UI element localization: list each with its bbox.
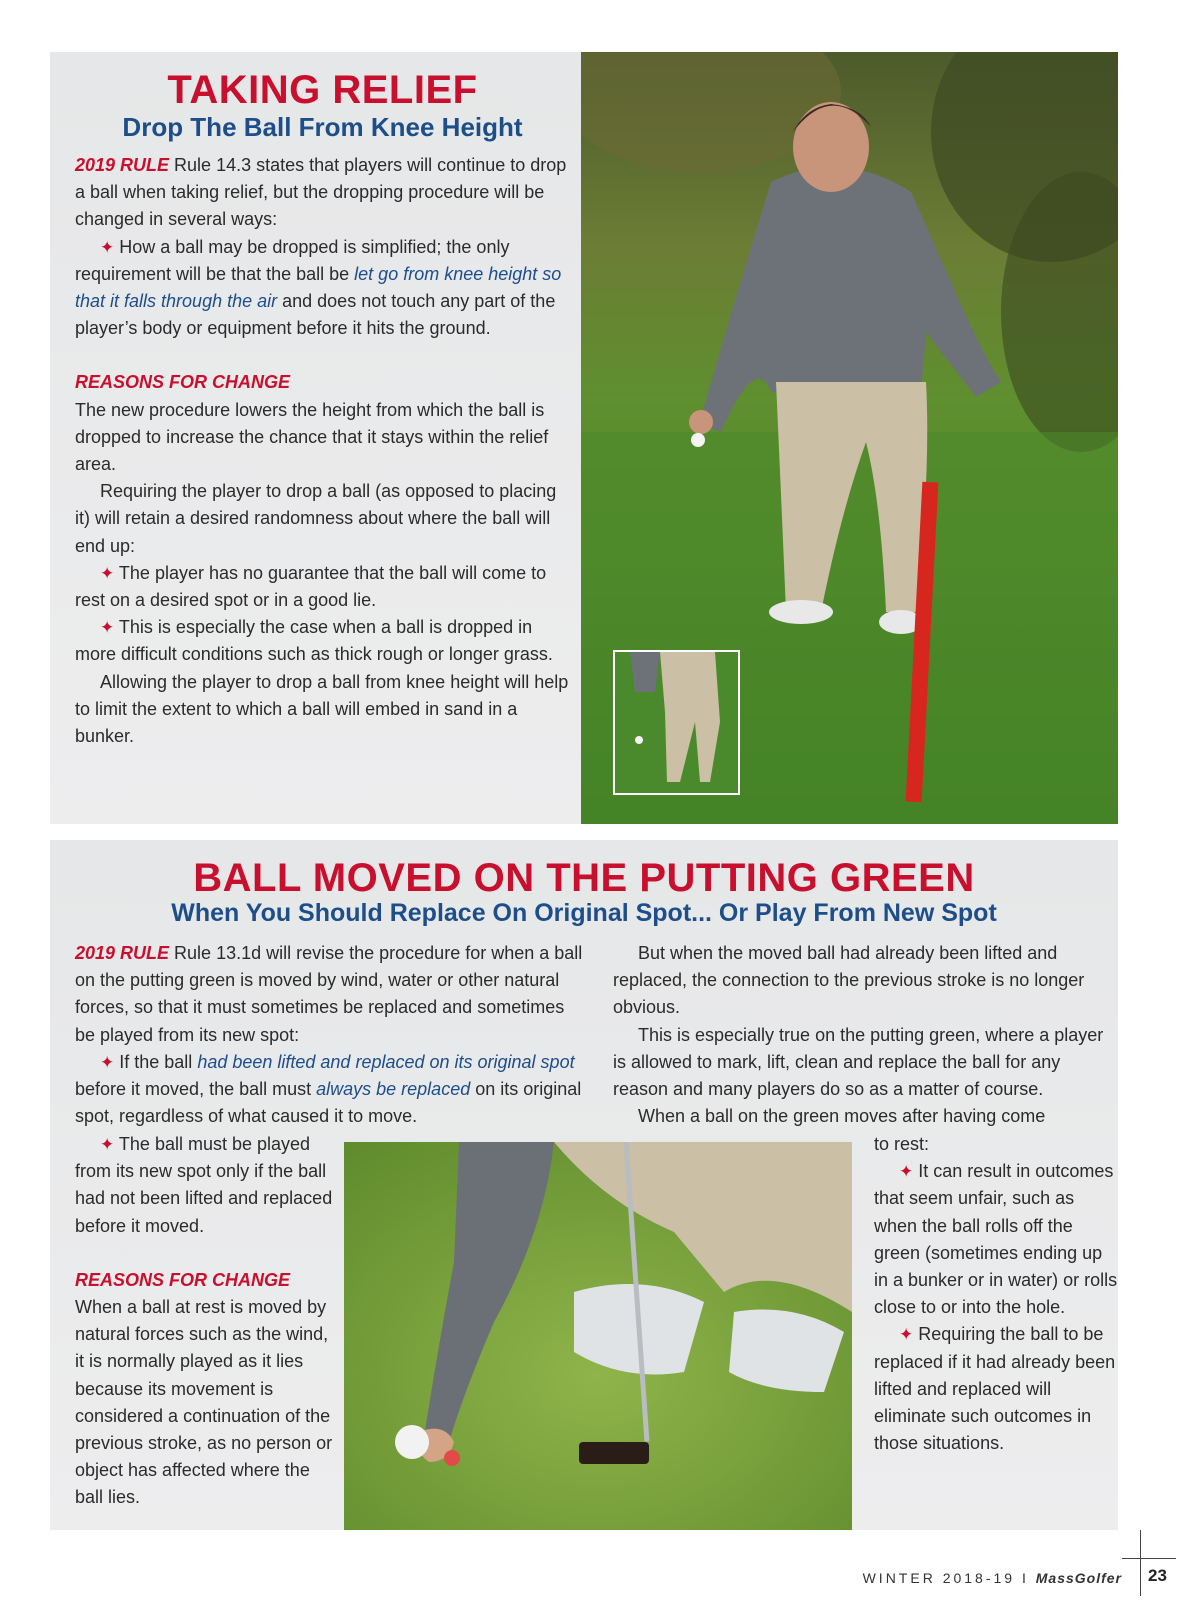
inset-photo: [613, 650, 740, 795]
rule-label: 2019 RULE: [75, 155, 170, 175]
section2-left-column: [75, 1131, 335, 1512]
star-bullet-icon: ✦: [100, 237, 115, 257]
section2-rule-paragraph: 2019 RULE Rule 13.1d will revise the procedure for when a ball on the putting green is moved by wind, water or other natural forces, so that it must sometimes be replaced and sometimes be played from its new spot:: [75, 943, 583, 1045]
section2-right-column: [874, 1131, 1118, 1457]
star-bullet-icon: ✦: [100, 1135, 115, 1154]
marking-ball-putting-green-photo: [344, 1142, 852, 1530]
bullet-paragraph: ✦ The ball must be played from its new spot only if the ball had not been lifted and replaced before it moved.: [75, 1134, 333, 1236]
photo-illustration: [344, 1142, 852, 1530]
body-paragraph: to rest:: [874, 1134, 930, 1154]
body-paragraph: When a ball on the green moves after having come: [638, 1106, 1046, 1127]
bullet-paragraph: ✦ This is especially the case when a ball is dropped in more difficult conditions such as thick rough or longer grass.: [75, 617, 553, 665]
reasons-heading: REASONS FOR CHANGE: [75, 1269, 291, 1290]
section1-rule-paragraph: 2019 RULE Rule 14.3 states that players will continue to drop a ball when taking relief, but the dropping procedure will be changed in several ways:: [75, 155, 567, 230]
rule-label: 2019 RULE: [75, 943, 170, 963]
section2-title: BALL MOVED ON THE PUTTING GREEN: [193, 856, 975, 900]
magazine-brand: MassGolfer: [1035, 1570, 1122, 1586]
star-bullet-icon: ✦: [100, 618, 115, 638]
corner-rule-vertical: [1140, 1530, 1141, 1596]
bullet-paragraph: ✦ Requiring the ball to be replaced if it had already been lifted and replaced will eliminate such outcomes in those situations.: [874, 1324, 1116, 1454]
highlight-text: had been lifted and replaced on its original spot: [197, 1051, 575, 1072]
bullet-paragraph: ✦ The player has no guarantee that the ball will come to rest on a desired spot or in a good lie.: [75, 562, 547, 611]
page-footer: [863, 1570, 1122, 1586]
bullet-paragraph: ✦ If the ball had been lifted and replaced on its original spot before it moved, the ball must always be replaced on its original spot, regardless of what caused it to move.: [75, 1051, 582, 1127]
corner-rule-horizontal: [1122, 1558, 1176, 1559]
footer-separator: I: [1021, 1570, 1029, 1586]
bullet-paragraph: ✦ It can result in outcomes that seem unfair, such as when the ball rolls off the green (sometimes ending up in a bunker or in water) or rolls close to or into the hole.: [874, 1161, 1118, 1318]
section2-right-column-top: [613, 940, 1118, 1130]
body-paragraph: Requiring the player to drop a ball (as opposed to placing it) will retain a desired randomness about where the ball will end up:: [75, 481, 557, 556]
body-paragraph: When a ball at rest is moved by natural forces such as the wind, it is normally played as it lies because its movement is considered a continuation of the previous stroke, as no person or object has affected where the ball lies.: [75, 1297, 333, 1508]
section1-subtitle: Drop The Ball From Knee Height: [122, 112, 523, 142]
star-bullet-icon: ✦: [899, 1162, 914, 1182]
body-paragraph: Allowing the player to drop a ball from knee height will help to limit the extent to which a ball will embed in sand in a bunker.: [75, 671, 569, 747]
star-bullet-icon: ✦: [899, 1325, 914, 1345]
body-paragraph: This is especially true on the putting green, where a player is allowed to mark, lift, clean and replace the ball for any reason and many players do so as a matter of course.: [613, 1024, 1104, 1100]
star-bullet-icon: ✦: [100, 563, 115, 583]
highlight-text: always be replaced: [316, 1079, 471, 1100]
section2-subtitle: When You Should Replace On Original Spot... Or Play From New Spot: [171, 899, 997, 927]
highlight-text: let go from knee height so that it falls through the air: [75, 263, 562, 312]
issue-label: WINTER 2018-19: [862, 1570, 1016, 1586]
body-paragraph: The new procedure lowers the height from which the ball is dropped to increase the chance that it stays within the relief area.: [75, 399, 549, 475]
bullet-paragraph: ✦ How a ball may be dropped is simplified; the only requirement will be that the ball be let go from knee height so that it falls through the air and does not touch any part of the player’s body or equipment before it hits the ground.: [75, 236, 562, 339]
star-bullet-icon: ✦: [100, 1052, 115, 1072]
section1-title: TAKING RELIEF: [167, 68, 478, 112]
page-number: 23: [1148, 1566, 1167, 1585]
body-paragraph: But when the moved ball had already been lifted and replaced, the connection to the previous stroke is no longer obvious.: [613, 943, 1085, 1018]
section2-rule-body: [75, 940, 585, 1130]
reasons-heading: REASONS FOR CHANGE: [75, 372, 291, 393]
section1-body: [75, 152, 575, 750]
